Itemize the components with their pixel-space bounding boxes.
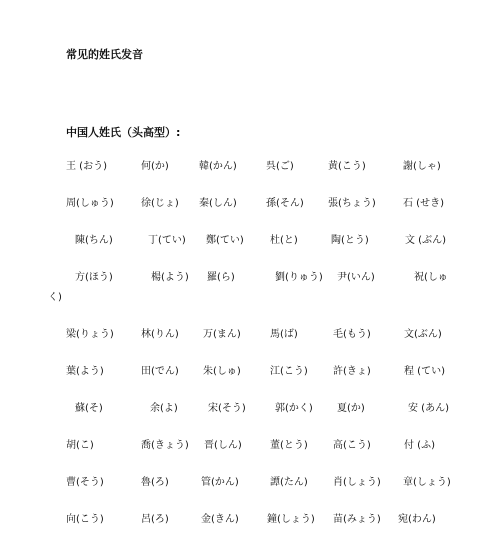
surname-entry: 宋(そう) [208,403,246,414]
section-heading: 中国人姓氏（头高型）: [66,126,181,139]
surname-entry: 陳(ちん) [75,235,113,246]
surname-entry: 江(こう) [270,366,308,377]
surname-entry: 万(まん) [203,329,241,340]
surname-entry: 羅(ら) [207,272,235,283]
surname-entry: 肖(しょう) [333,477,381,488]
surname-entry: 宛(わん) [398,514,436,525]
surname-entry: 晋(しん) [204,440,242,451]
surname-entry: 謝(しゃ) [403,161,441,172]
surname-entry: 楊(よう) [151,272,189,283]
surname-entry: 向(こう) [66,514,104,525]
surname-entry: 苗(みょう) [333,514,381,525]
surname-entry: 何(か) [141,161,169,172]
surname-entry: 丁(てい) [148,235,186,246]
surname-entry: 劉(りゅう) [275,272,323,283]
surname-entry: 程 (てい) [404,366,445,377]
surname-entry: 胡(こ) [66,440,94,451]
surname-entry: 田(でん) [141,366,179,377]
surname-entry: 呉(ご) [266,161,294,172]
surname-entry: 管(かん) [201,477,239,488]
surname-entry: 梁(りょう) [66,329,114,340]
surname-entry: 黄(こう) [328,161,366,172]
surname-entry: 鄭(てい) [206,235,244,246]
surname-entry: 周(しゅう) [66,198,114,209]
surname-entry: 林(りん) [141,329,179,340]
surname-entry: 秦(しん) [199,198,237,209]
surname-entry: 余(よ) [150,403,178,414]
surname-entry: 曹(そう) [66,477,104,488]
surname-entry: 朱(しゅ) [203,366,241,377]
surname-entry: 石 (せき) [403,198,444,209]
surname-entry: 蘇(そ) [75,403,103,414]
surname-entry: 章(しょう) [403,477,451,488]
surname-entry: 祝(しゅ [414,272,448,283]
surname-entry: 張(ちょう) [328,198,376,209]
surname-entry: 呂(ろ) [141,514,169,525]
surname-entry: 許(きょ) [333,366,371,377]
surname-entry: 高(こう) [333,440,371,451]
surname-entry: 董(とう) [270,440,308,451]
surname-entry: 徐(じょ) [141,198,179,209]
surname-entry: 安 (あん) [408,403,449,414]
document-title: 常见的姓氏发音 [66,48,143,61]
surname-entry: 郭(かく) [275,403,313,414]
surname-entry: 喬(きょう) [141,440,189,451]
surname-entry: 葉(よう) [66,366,104,377]
surname-entry: 韓(かん) [199,161,237,172]
surname-entry: 馬(ば) [270,329,298,340]
surname-entry: 毛(もう) [333,329,371,340]
surname-entry: 付 (ふ) [404,440,435,451]
surname-entry: 鐘(しょう) [267,514,315,525]
surname-entry: 王 (おう) [66,161,107,172]
surname-entry: 方(ほう) [75,272,113,283]
surname-entry: 夏(か) [337,403,365,414]
surname-entry: 文(ぶん) [404,329,442,340]
surname-entry: 金(きん) [201,514,239,525]
surname-entry-continuation: く) [48,292,62,303]
surname-entry: 魯(ろ) [141,477,169,488]
surname-entry: 譚(たん) [270,477,308,488]
surname-entry: 孫(そん) [266,198,304,209]
surname-entry: 杜(と) [270,235,298,246]
surname-entry: 文 (ぶん) [405,235,446,246]
surname-entry: 尹(いん) [337,272,375,283]
surname-entry: 陶(とう) [331,235,369,246]
